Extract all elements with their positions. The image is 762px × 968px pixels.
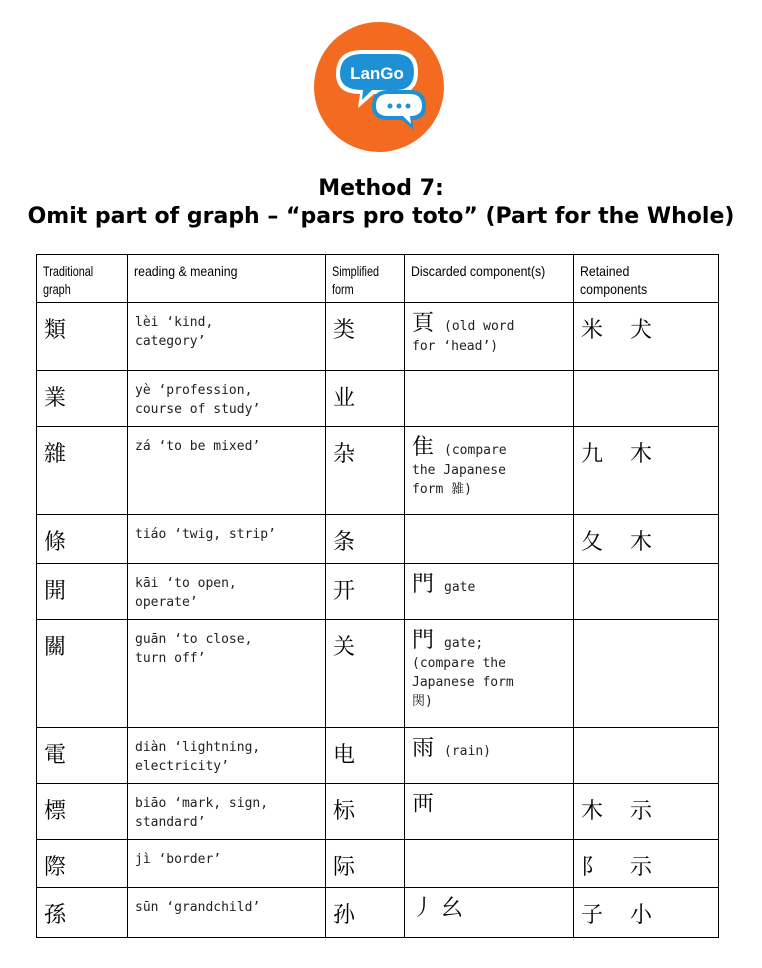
reading-line: sūn ‘grandchild’ [135, 900, 261, 915]
logo-dot-2 [397, 104, 402, 109]
discarded-components [405, 728, 574, 784]
header-traditional: Traditional graph [37, 255, 128, 303]
simplified-form: 标 [326, 784, 405, 840]
header-discarded: Discarded component(s) [405, 255, 574, 303]
retained-components: 九 木 [574, 427, 719, 515]
reading-meaning [128, 784, 326, 840]
discarded-components [405, 515, 574, 564]
discarded-components [405, 303, 574, 371]
discarded-components [405, 371, 574, 427]
simplification-table [36, 254, 719, 938]
reading-meaning [128, 728, 326, 784]
traditional-graph: 標 [37, 784, 128, 840]
simplified-form: 开 [326, 564, 405, 620]
lango-logo [314, 22, 444, 152]
discarded-note-line: for ‘head’) [412, 339, 499, 354]
reading-line: diàn ‘lightning, [135, 740, 261, 755]
discarded-components [405, 784, 574, 840]
discarded-note-line: 関) [412, 694, 433, 709]
reading-meaning [128, 620, 326, 728]
table-row [37, 371, 719, 427]
simplified-form: 际 [326, 840, 405, 888]
reading-meaning [128, 564, 326, 620]
traditional-graph: 電 [37, 728, 128, 784]
reading-line: biāo ‘mark, sign, [135, 796, 269, 811]
reading-line: yè ‘profession, [135, 383, 253, 398]
logo-dot-1 [388, 104, 393, 109]
traditional-graph: 條 [37, 515, 128, 564]
reading-meaning [128, 515, 326, 564]
discarded-note: gate; [444, 636, 484, 651]
table-row [37, 303, 719, 371]
reading-line: lèi ‘kind, [135, 315, 214, 330]
header-reading: reading & meaning [128, 255, 326, 303]
reading-line: jì ‘border’ [135, 852, 222, 867]
table-body [37, 303, 719, 938]
traditional-graph: 際 [37, 840, 128, 888]
discarded-note: gate [444, 580, 476, 595]
discarded-char: 丿 幺 [412, 896, 463, 921]
reading-line: guān ‘to close, [135, 632, 253, 647]
traditional-graph: 關 [37, 620, 128, 728]
reading-line: course of study’ [135, 402, 261, 417]
table-row [37, 728, 719, 784]
simplified-form: 条 [326, 515, 405, 564]
reading-line: turn off’ [135, 651, 206, 666]
table-row [37, 888, 719, 938]
discarded-note: (rain) [444, 744, 491, 759]
discarded-components [405, 564, 574, 620]
reading-line: zá ‘to be mixed’ [135, 439, 261, 454]
discarded-char: 襾 [412, 792, 435, 817]
header-retained: Retained components [574, 255, 719, 303]
logo-text: LanGo [350, 64, 404, 83]
discarded-char: 門 [412, 572, 435, 597]
reading-line: operate’ [135, 595, 198, 610]
traditional-graph: 雜 [37, 427, 128, 515]
discarded-char: 門 [412, 628, 435, 653]
simplified-form: 电 [326, 728, 405, 784]
table-row [37, 784, 719, 840]
table-row [37, 515, 719, 564]
header-row [37, 255, 719, 303]
simplified-form: 类 [326, 303, 405, 371]
traditional-graph: 業 [37, 371, 128, 427]
retained-components: 阝 示 [574, 840, 719, 888]
discarded-components [405, 840, 574, 888]
reading-line: electricity’ [135, 759, 229, 774]
simplified-form: 业 [326, 371, 405, 427]
retained-components [574, 564, 719, 620]
table-row [37, 840, 719, 888]
title-method: Method 7: [318, 176, 444, 201]
discarded-char: 頁 [412, 311, 435, 336]
discarded-note-line: (compare the [412, 656, 506, 671]
reading-meaning [128, 371, 326, 427]
simplified-form: 孙 [326, 888, 405, 938]
reading-line: standard’ [135, 815, 206, 830]
retained-components: 夂 木 [574, 515, 719, 564]
logo-dot-3 [406, 104, 411, 109]
retained-components [574, 371, 719, 427]
header-simplified: Simplified form [326, 255, 405, 303]
table-row [37, 564, 719, 620]
discarded-note-line: the Japanese [412, 463, 506, 478]
reading-line: tiáo ‘twig, strip’ [135, 527, 276, 542]
table-row [37, 620, 719, 728]
discarded-components [405, 427, 574, 515]
simplified-form: 杂 [326, 427, 405, 515]
retained-components: 子 小 [574, 888, 719, 938]
traditional-graph: 開 [37, 564, 128, 620]
retained-components [574, 728, 719, 784]
reading-line: category’ [135, 334, 206, 349]
traditional-graph: 類 [37, 303, 128, 371]
reading-meaning [128, 303, 326, 371]
retained-components [574, 620, 719, 728]
discarded-char: 隹 [412, 435, 435, 460]
reading-meaning [128, 888, 326, 938]
retained-components: 米 犬 [574, 303, 719, 371]
discarded-note: (old word [444, 319, 515, 334]
traditional-graph: 孫 [37, 888, 128, 938]
reading-line: kāi ‘to open, [135, 576, 237, 591]
discarded-note-line: form 雑) [412, 482, 472, 497]
discarded-components [405, 620, 574, 728]
discarded-note-line: Japanese form [412, 675, 514, 690]
reading-meaning [128, 840, 326, 888]
discarded-char: 雨 [412, 736, 435, 761]
reading-meaning [128, 427, 326, 515]
table-row [37, 427, 719, 515]
discarded-note: (compare [444, 443, 507, 458]
simplified-form: 关 [326, 620, 405, 728]
discarded-components [405, 888, 574, 938]
retained-components: 木 示 [574, 784, 719, 840]
title-subtitle: Omit part of graph – “pars pro toto” (Part for the Whole) [27, 204, 735, 229]
